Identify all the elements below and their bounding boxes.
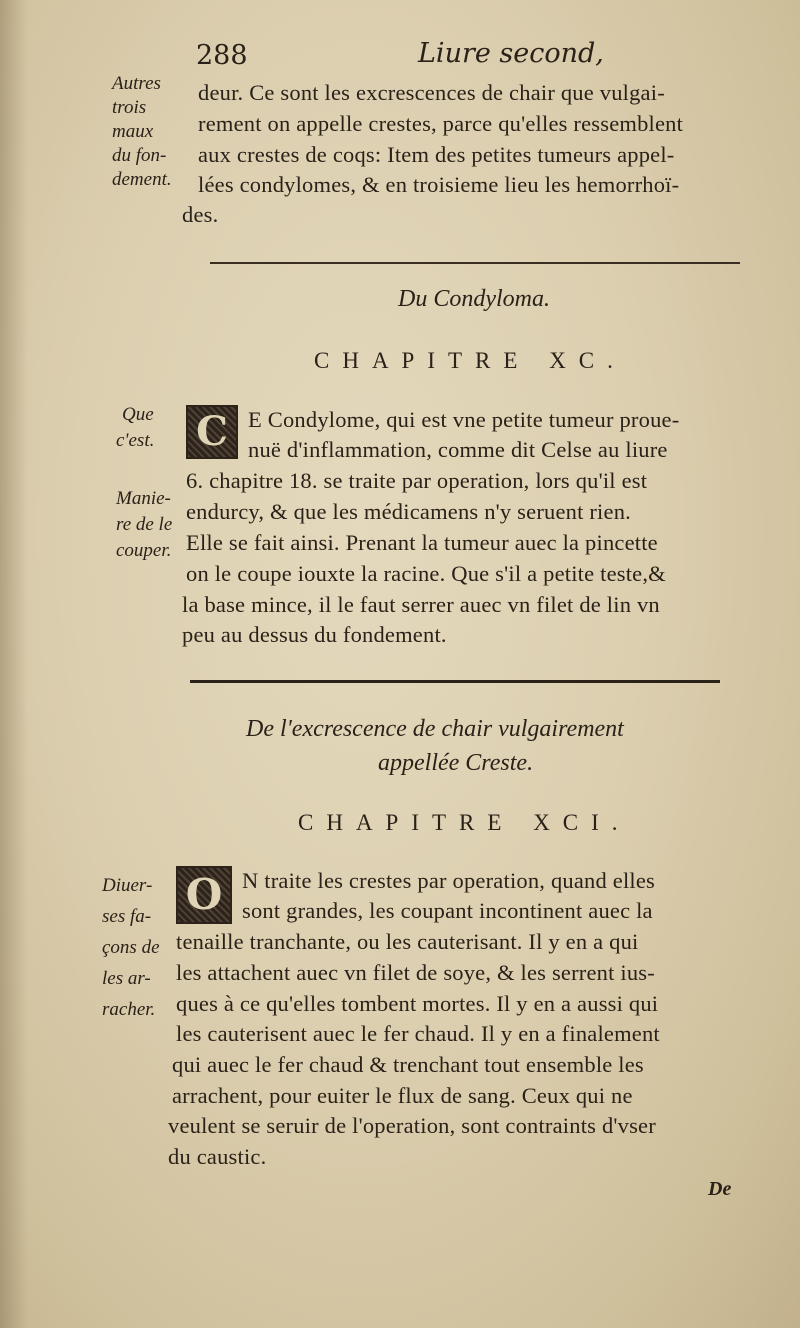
chapter-heading: CHAPITRE XCI.	[298, 810, 631, 835]
chapter-line: les attachent auec vn filet de soye, & les serrent ius-	[176, 960, 655, 985]
decorated-initial	[176, 866, 232, 924]
page-number: 288	[196, 40, 248, 71]
chapter-line: tenaille tranchante, ou les cauterisant. Il y en a qui	[176, 929, 639, 954]
section-title: Du Condyloma.	[398, 286, 550, 312]
chapter-line: qui auec le fer chaud & trenchant tout ensemble les	[172, 1052, 644, 1077]
intro-line: lées condylomes, & en troisieme lieu les hemorrhoï-	[198, 172, 680, 197]
margin-note-line: maux	[112, 121, 154, 142]
catchword: De	[708, 1178, 732, 1200]
chapter-line: endurcy, & que les médicamens n'y seruent rien.	[186, 499, 631, 524]
margin-note-line: les ar-	[102, 968, 151, 989]
margin-note-line: Manie-	[116, 488, 171, 509]
margin-note-line: Que	[122, 404, 154, 425]
intro-line: des.	[182, 202, 219, 227]
chapter-line: sont grandes, les coupant incontinent auec la	[242, 898, 653, 923]
margin-note-que-cest	[116, 402, 154, 454]
section-title: De l'excrescence de chair vulgairement	[246, 716, 624, 742]
margin-note-line: du fon-	[112, 145, 167, 166]
margin-note-diuerses-facons	[102, 870, 160, 1025]
section-title: appellée Creste.	[378, 750, 534, 776]
initial-letter: C	[188, 407, 236, 457]
chapter-line: les cauterisent auec le fer chaud. Il y en a finalement	[176, 1021, 660, 1046]
margin-note-maniere	[116, 486, 172, 564]
intro-line: rement on appelle crestes, parce qu'elles ressemblent	[198, 111, 684, 136]
page-edge-shadow	[0, 0, 28, 1328]
chapter-line: on le coupe iouxte la racine. Que s'il a petite teste,&	[186, 561, 666, 586]
section-divider	[190, 680, 720, 683]
chapter-line: N traite les crestes par operation, quand elles	[242, 868, 655, 893]
decorated-initial	[186, 405, 238, 459]
chapter-line: E Condylome, qui est vne petite tumeur proue-	[248, 407, 680, 432]
chapter-line: ques à ce qu'elles tombent mortes. Il y en a aussi qui	[176, 991, 659, 1016]
chapter-line: arrachent, pour euiter le flux de sang. Ceux qui ne	[172, 1083, 633, 1108]
margin-note-line: çons de	[102, 937, 160, 958]
margin-note-autres-maux	[112, 72, 172, 192]
chapter-heading: CHAPITRE XC.	[314, 348, 626, 373]
chapter-line: peu au dessus du fondement.	[182, 622, 447, 647]
chapter-line: 6. chapitre 18. se traite par operation, lors qu'il est	[186, 468, 648, 493]
margin-note-line: trois	[112, 97, 147, 118]
margin-note-line: Diuer-	[102, 875, 153, 896]
chapter-line: nuë d'inflammation, comme dit Celse au liure	[248, 437, 668, 462]
initial-letter: O	[178, 868, 230, 922]
chapter-line: la base mince, il le faut serrer auec vn filet de lin vn	[182, 592, 660, 617]
margin-note-line: dement.	[112, 169, 172, 190]
margin-note-line: couper.	[116, 540, 172, 561]
running-title: Liure second,	[418, 38, 604, 69]
section-divider	[210, 262, 740, 264]
margin-note-line: Autres	[112, 73, 161, 94]
intro-line: deur. Ce sont les excrescences de chair que vulgai-	[198, 80, 665, 105]
margin-note-line: racher.	[102, 999, 156, 1020]
margin-note-line: c'est.	[116, 430, 155, 451]
chapter-line: Elle se fait ainsi. Prenant la tumeur auec la pincette	[186, 530, 658, 555]
chapter-line: du caustic.	[168, 1144, 267, 1169]
margin-note-line: re de le	[116, 514, 173, 535]
margin-note-line: ses fa-	[102, 906, 152, 927]
intro-line: aux crestes de coqs: Item des petites tumeurs appel-	[198, 142, 675, 167]
chapter-line: veulent se seruir de l'operation, sont contraints d'vser	[168, 1113, 656, 1138]
